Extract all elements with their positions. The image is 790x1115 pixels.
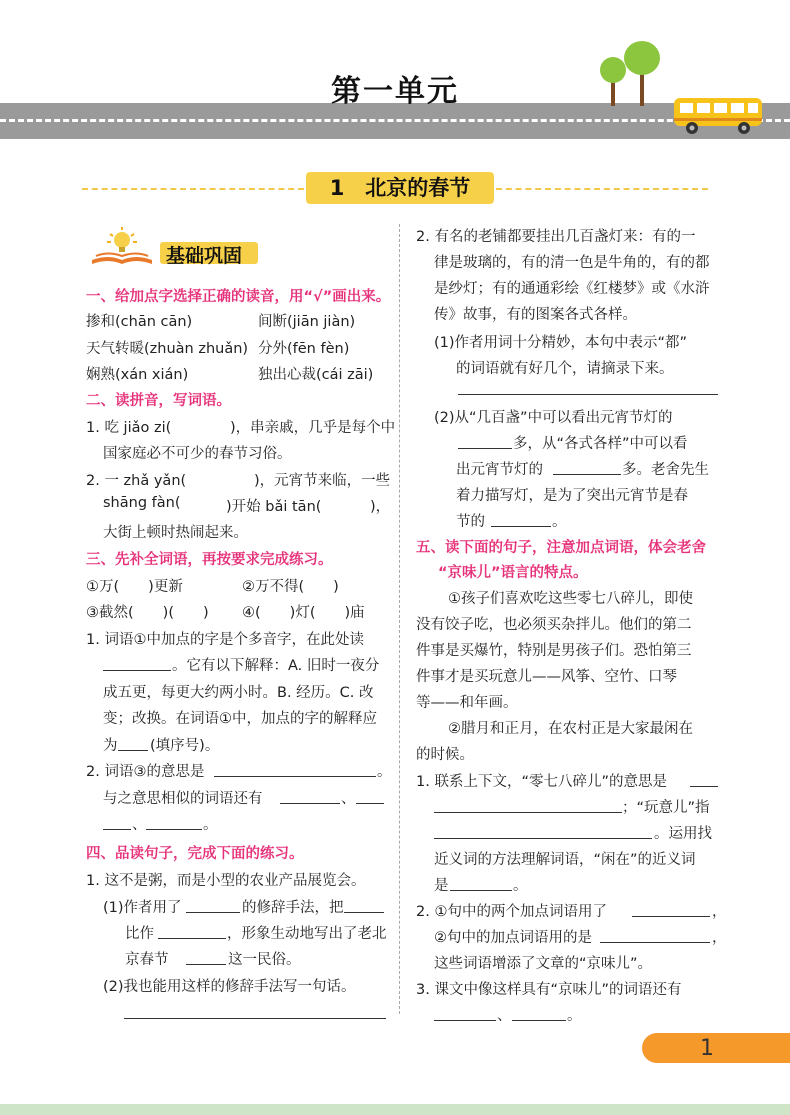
- page-number-tab: [642, 1033, 790, 1063]
- section-1-heading: 一、给加点字选择正确的读音，用“√”画出来。: [86, 289, 391, 305]
- answer-blank[interactable]: [434, 1006, 496, 1021]
- r-s5-q3: 3. 课文中像这样具有“京味儿”的词语还有: [416, 982, 682, 998]
- r-s5-q1: 1. 联系上下文，“零七八碎儿”的意思是: [416, 774, 667, 790]
- section-badge: 基础巩固: [166, 245, 243, 267]
- answer-blank[interactable]: [186, 898, 240, 913]
- s4-q1-line: 这一民俗。: [228, 952, 301, 968]
- s1-item: 掺和(chān cān): [86, 314, 193, 330]
- r-q2-2: 着力描写灯，是为了突出元宵节是春: [456, 488, 688, 504]
- title-divider-left: [82, 188, 304, 190]
- column-divider: [399, 224, 400, 1014]
- title-divider-right: [496, 188, 708, 190]
- s3-q2-line: 、: [341, 791, 356, 807]
- s3-q1-line: 成五更，每更大约两小时。B. 经历。C. 改: [103, 685, 374, 701]
- r-passage-line: 件事是买爆竹，特别是男孩子们。恐怕第三: [416, 643, 692, 659]
- r-s5-q2: ，: [712, 904, 727, 920]
- r-s5-q1: 近义词的方法理解词语，“闲在”的近义词: [434, 852, 696, 868]
- r-passage-line: 的时候。: [416, 747, 474, 763]
- answer-blank[interactable]: [356, 789, 384, 804]
- answer-blank[interactable]: [600, 928, 710, 943]
- lesson-title: 1 北京的春节: [306, 172, 494, 204]
- s4-q1-line: 的修辞手法，把: [242, 900, 344, 916]
- s3-word: ②万不得( ): [242, 579, 339, 595]
- answer-blank[interactable]: [491, 512, 551, 527]
- r-s5-q2: 2. ①句中的两个加点词语用了: [416, 904, 607, 920]
- answer-blank[interactable]: [344, 898, 384, 913]
- section-5-heading: “京味儿”语言的特点。: [438, 565, 588, 581]
- r-q2-text: 是纱灯；有的通通彩绘《红楼梦》或《水浒: [434, 281, 710, 297]
- s2-q2-part: 2. 一 zhǎ yǎn(: [86, 473, 187, 489]
- answer-blank[interactable]: [553, 460, 621, 475]
- answer-blank[interactable]: [103, 815, 131, 830]
- answer-blank[interactable]: [450, 876, 512, 891]
- r-s5-q1: 。运用找: [654, 826, 712, 842]
- answer-blank[interactable]: [158, 924, 226, 939]
- r-passage-line: ①孩子们喜欢吃这些零七八碎儿，即使: [448, 591, 693, 607]
- r-q2-2: (2)从“几百盏”中可以看出元宵节灯的: [434, 410, 673, 426]
- r-q2-text: 传》故事，有的图案各式各样。: [434, 307, 637, 323]
- r-s5-q2: ，: [712, 930, 727, 946]
- footer-bar: [0, 1104, 790, 1115]
- s3-word: ③截然( )( ): [86, 605, 209, 621]
- answer-line[interactable]: [124, 1004, 386, 1019]
- s3-q2-line: 、: [132, 817, 147, 833]
- r-s5-q3: 、: [497, 1008, 512, 1024]
- answer-blank[interactable]: [146, 815, 202, 830]
- page-number: 1: [700, 1036, 714, 1061]
- r-q2-2: 多。老舍先生: [622, 462, 709, 478]
- s3-q1-line: 为: [103, 738, 118, 754]
- s2-q2-part: )，: [370, 499, 391, 515]
- section-4-heading: 四、品读句子，完成下面的练习。: [86, 846, 304, 862]
- r-passage-line: ②腊月和正月，在农村正是大家最闲在: [448, 721, 693, 737]
- s2-q2-part: )开始 bǎi tān(: [226, 499, 322, 515]
- r-passage-line: 等——和年画。: [416, 695, 518, 711]
- answer-blank[interactable]: [280, 789, 340, 804]
- answer-blank[interactable]: [632, 902, 710, 917]
- s1-item: 分外(fēn fèn): [258, 341, 350, 357]
- s4-q1-line: ，形象生动地写出了老北: [227, 926, 387, 942]
- unit-title: 第一单元: [331, 74, 459, 109]
- answer-blank[interactable]: [186, 950, 226, 965]
- section-5-heading: 五、读下面的句子，注意加点词语，体会老舍: [416, 540, 706, 556]
- section-2-heading: 二、读拼音，写词语。: [86, 393, 231, 409]
- s2-q2-part: shāng fàn(: [103, 495, 181, 511]
- s3-q1-line: (填序号)。: [150, 738, 220, 754]
- s3-word: ④( )灯( )庙: [242, 605, 365, 621]
- s1-item: 间断(jiān jiàn): [258, 314, 356, 330]
- s2-q1-part: 1. 吃 jiǎo zi(: [86, 420, 172, 436]
- r-s5-q1: 是: [434, 878, 449, 894]
- r-s5-q1: ；“玩意儿”指: [622, 800, 710, 816]
- r-q2-2: 多，从“各式各样”中可以看: [513, 436, 688, 452]
- r-passage-line: 没有饺子吃，也必须买杂拌儿。他们的第二: [416, 617, 692, 633]
- r-q2-2: 出元宵节灯的: [456, 462, 543, 478]
- trees-icon: [598, 40, 668, 108]
- s4-sentence: 1. 这不是粥，而是小型的农业产品展览会。: [86, 873, 366, 889]
- s1-item: 天气转暖(zhuàn zhuǎn): [86, 341, 249, 357]
- r-s5-q2: 这些词语增添了文章的“京味儿”。: [434, 956, 653, 972]
- r-q2-1: (1)作者用词十分精妙，本句中表示“都”: [434, 335, 688, 351]
- section-3-heading: 三、先补全词语，再按要求完成练习。: [86, 552, 333, 568]
- r-q2-text: 2. 有名的老铺都要挂出几百盏灯来：有的一: [416, 229, 696, 245]
- answer-blank[interactable]: [458, 434, 512, 449]
- answer-blank[interactable]: [434, 824, 652, 839]
- answer-blank[interactable]: [214, 762, 376, 777]
- s3-word: ①万( )更新: [86, 579, 183, 595]
- s1-item: 娴熟(xán xián): [86, 367, 189, 383]
- s3-q2-line: 2. 词语③的意思是: [86, 764, 205, 780]
- answer-blank[interactable]: [690, 772, 718, 787]
- s4-q1-line: 京春节: [125, 952, 169, 968]
- s3-q1-line: 1. 词语①中加点的字是个多音字，在此处读: [86, 632, 364, 648]
- s4-q1-line: (1)作者用了: [103, 900, 182, 916]
- s3-q1-line: 。它有以下解释：A. 旧时一夜分: [172, 658, 380, 674]
- s2-q1-part: )，串亲戚，几乎是每个中: [230, 420, 396, 436]
- r-s5-q1: 。: [513, 878, 528, 894]
- answer-line[interactable]: [458, 380, 718, 395]
- answer-blank[interactable]: [118, 736, 148, 751]
- r-s5-q2: ②句中的加点词语用的是: [434, 930, 592, 946]
- lightbulb-book-icon: [88, 226, 156, 266]
- r-s5-q3: 。: [567, 1008, 582, 1024]
- s3-q2-line: 。: [377, 764, 392, 780]
- s4-q1-line: 比作: [125, 926, 154, 942]
- s2-q2-part: 大街上顿时热闹起来。: [103, 525, 248, 541]
- s2-q1-part: 国家庭必不可少的春节习俗。: [103, 446, 292, 462]
- r-q2-text: 律是玻璃的，有的清一色是牛角的，有的都: [434, 255, 710, 271]
- s2-q2-part: )，元宵节来临，一些: [254, 473, 391, 489]
- r-q2-2: 。: [552, 514, 567, 530]
- school-bus-icon: [672, 94, 764, 136]
- s3-q1-line: 变；改换。在词语①中，加点的字的解释应: [103, 711, 377, 727]
- r-q2-2: 节的: [456, 514, 485, 530]
- r-passage-line: 件事才是买玩意儿——风筝、空竹、口琴: [416, 669, 677, 685]
- s3-q2-line: 。: [203, 817, 218, 833]
- s3-q2-line: 与之意思相似的词语还有: [103, 791, 263, 807]
- answer-blank[interactable]: [103, 656, 171, 671]
- answer-blank[interactable]: [512, 1006, 566, 1021]
- answer-blank[interactable]: [434, 798, 622, 813]
- s4-q1-line: (2)我也能用这样的修辞手法写一句话。: [103, 979, 356, 995]
- r-q2-1: 的词语就有好几个，请摘录下来。: [456, 361, 674, 377]
- s1-item: 独出心裁(cái zāi): [258, 367, 374, 383]
